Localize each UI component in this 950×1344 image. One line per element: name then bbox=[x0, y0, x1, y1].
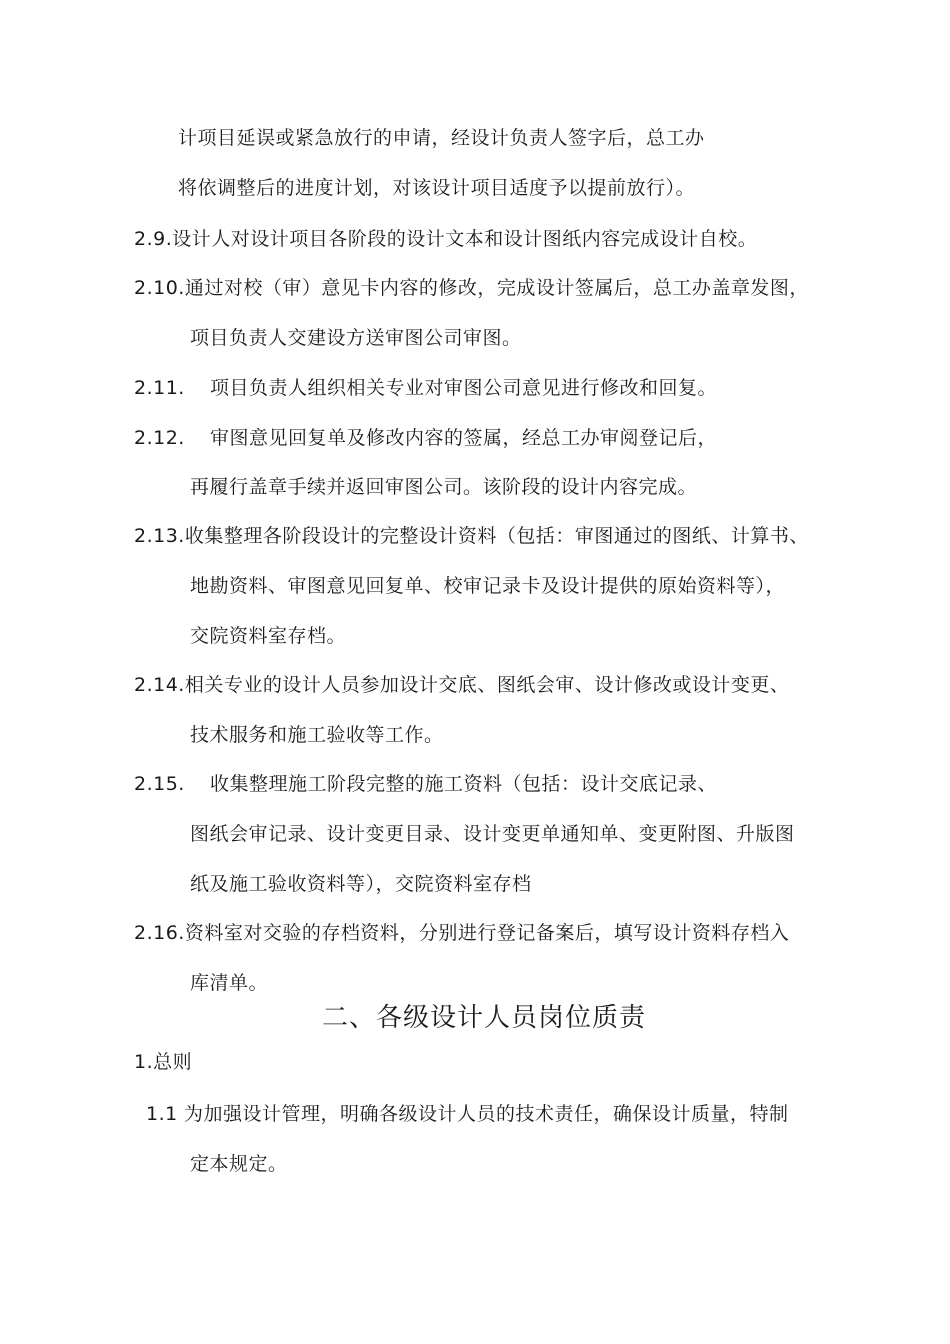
paragraph-line bbox=[178, 126, 705, 150]
item-text: 为加强设计管理，明确各级设计人员的技术责任，确保设计质量，特制 bbox=[184, 1103, 789, 1125]
list-item bbox=[134, 426, 717, 450]
item-text: 审图意见回复单及修改内容的签属，经总工办审阅登记后， bbox=[210, 427, 718, 449]
item-text: 通过对校（审）意见卡内容的修改，完成设计签属后，总工办盖章发图， bbox=[184, 277, 809, 299]
item-number: 2.10. bbox=[134, 277, 185, 299]
list-item bbox=[146, 1102, 789, 1126]
paragraph-line bbox=[178, 176, 695, 200]
list-item bbox=[134, 524, 809, 548]
list-item bbox=[134, 227, 757, 251]
item-number: 2.9. bbox=[134, 228, 173, 250]
paragraph-line bbox=[190, 971, 268, 995]
item-number: 2.15. bbox=[134, 773, 185, 795]
item-number: 2.11. bbox=[134, 377, 185, 399]
line-text: 图纸会审记录、设计变更目录、设计变更单通知单、变更附图、升版图 bbox=[190, 823, 795, 845]
section-title bbox=[134, 1050, 192, 1074]
line-text: 库清单。 bbox=[190, 972, 269, 994]
item-number: 2.16. bbox=[134, 922, 185, 944]
list-item bbox=[134, 673, 789, 697]
line-text: 定本规定。 bbox=[190, 1153, 288, 1175]
line-text: 技术服务和施工验收等工作。 bbox=[190, 724, 444, 746]
paragraph-line bbox=[190, 574, 785, 598]
item-number: 2.14. bbox=[134, 674, 185, 696]
list-item bbox=[134, 921, 789, 945]
section-number: 1. bbox=[134, 1051, 154, 1073]
paragraph-line bbox=[190, 1152, 288, 1176]
section-heading: 二、各级设计人员岗位质责 bbox=[322, 1003, 647, 1033]
paragraph-line bbox=[190, 326, 522, 350]
item-text: 设计人对设计项目各阶段的设计文本和设计图纸内容完成设计自校。 bbox=[172, 228, 758, 250]
line-text: 将依调整后的进度计划，对该设计项目适度予以提前放行）。 bbox=[178, 177, 696, 199]
item-text: 相关专业的设计人员参加设计交底、图纸会审、设计修改或设计变更、 bbox=[184, 674, 790, 696]
item-text: 资料室对交验的存档资料，分别进行登记备案后，填写设计资料存档入 bbox=[184, 922, 790, 944]
item-number: 1.1 bbox=[146, 1103, 178, 1125]
paragraph-line bbox=[190, 822, 795, 846]
line-text: 纸及施工验收资料等），交院资料室存档 bbox=[190, 873, 532, 895]
item-number: 2.13. bbox=[134, 525, 185, 547]
line-text: 地勘资料、审图意见回复单、校审记录卡及设计提供的原始资料等）， bbox=[190, 575, 786, 597]
line-text: 交院资料室存档。 bbox=[190, 625, 347, 647]
list-item bbox=[134, 376, 717, 400]
item-text: 收集整理施工阶段完整的施工资料（包括：设计交底记录、 bbox=[210, 773, 718, 795]
item-text: 项目负责人组织相关专业对审图公司意见进行修改和回复。 bbox=[210, 377, 718, 399]
line-text: 再履行盖章手续并返回审图公司。该阶段的设计内容完成。 bbox=[190, 476, 698, 498]
paragraph-line bbox=[190, 872, 532, 896]
list-item bbox=[134, 276, 809, 300]
section-text: 总则 bbox=[153, 1051, 193, 1073]
paragraph-line bbox=[190, 624, 346, 648]
item-text: 收集整理各阶段设计的完整设计资料（包括：审图通过的图纸、计算书、 bbox=[184, 525, 809, 547]
paragraph-line bbox=[190, 723, 444, 747]
line-text: 项目负责人交建设方送审图公司审图。 bbox=[190, 327, 522, 349]
item-number: 2.12. bbox=[134, 427, 185, 449]
paragraph-line bbox=[190, 475, 697, 499]
list-item bbox=[134, 772, 717, 796]
line-text: 计项目延误或紧急放行的申请，经设计负责人签字后，总工办 bbox=[178, 127, 705, 149]
